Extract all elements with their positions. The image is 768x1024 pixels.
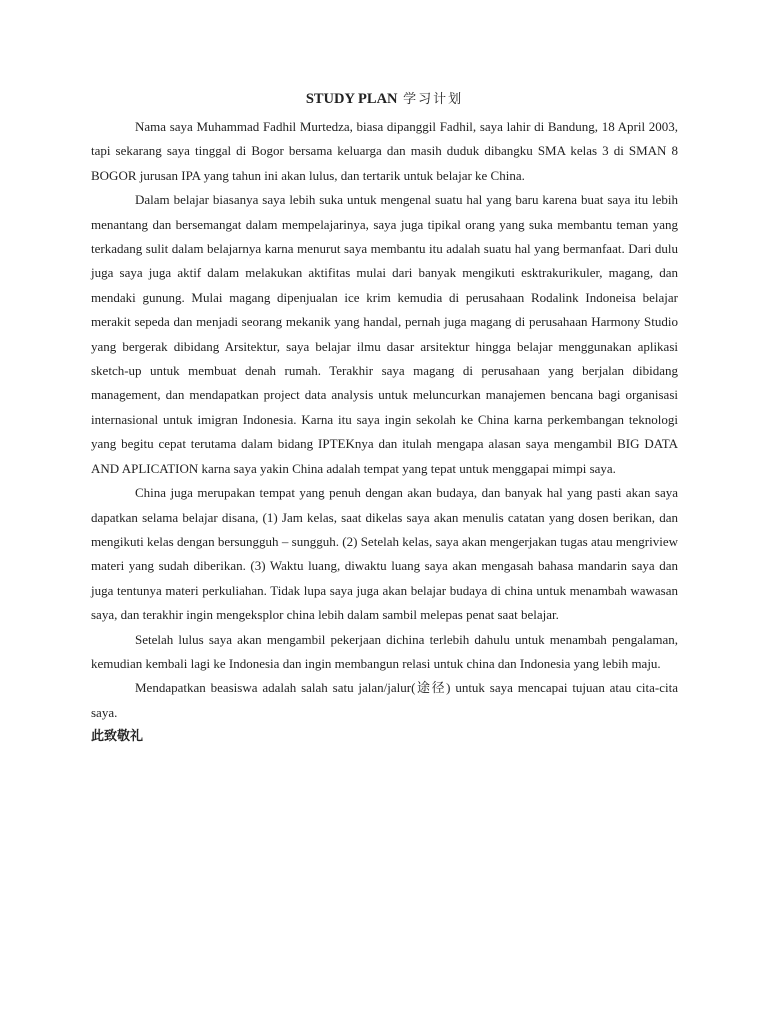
paragraph-introduction: Nama saya Muhammad Fadhil Murtedza, biasa dipanggil Fadhil, saya lahir di Bandung, 18 April 2003, tapi sekarang saya tinggal di Bogor bersama keluarga dan masih duduk dibangku SMA kelas 3 di SMAN 8 BOGOR jurusan IPA yang tahun ini akan lulus, dan tertarik untuk belajar ke China. [91,119,678,183]
page-title [91,86,678,113]
title-english: STUDY PLAN [305,91,398,107]
title-chinese: 学习计划 [403,92,464,107]
document-body [91,86,678,749]
paragraph-learning-experience: Dalam belajar biasanya saya lebih suka untuk mengenal suatu hal yang baru karena buat saya itu lebih menantang dan bersemangat dalam mempelajarinya, saya juga tipikal orang yang suka membantu teman yang terkadang sulit dalam belajarnya karna menurut saya membantu itu adalah suatu hal yang bermanfaat. Dari dulu juga saya juga aktif dalam melakukan aktifitas mulai dari banyak mengikuti esktrakurikuler, magang, dan mendaki gunung. Mulai magang dipenjualan ice krim kemudia di perusahaan Rodalink Indoneisa belajar merakit sepeda dan menjadi seorang mekanik yang handal, pernah juga magang di perusahaan Harmony Studio yang bergerak dibidang Arsitektur, saya belajar ilmu dasar arsitektur hingga belajar menggunakan aplikasi sketch-up untuk membuat denah rumah. Terakhir saya magang di perusahaan yang berjalan dibidang management, dan mendapatkan project data analysis untuk meluncurkan manajemen bencana bagi organisasi internasional untuk imigran Indonesia. Karna itu saya ingin sekolah ke China karna perkembangan teknologi yang begitu cepat terutama dalam bidang IPTEKnya dan itulah mengapa alasan saya mengambil BIG DATA AND APLICATION karna saya yakin China adalah tempat yang tepat untuk menggapai mimpi saya. [91,192,678,476]
paragraph-scholarship: Mendapatkan beasiswa adalah salah satu jalan/jalur(途径) untuk saya mencapai tujuan atau cita-cita saya. [91,680,678,720]
paragraph-study-in-china: China juga merupakan tempat yang penuh dengan akan budaya, dan banyak hal yang pasti akan saya dapatkan selama belajar disana, (1) Jam kelas, saat dikelas saya akan menulis catatan yang dosen berikan, dan mengikuti kelas dengan bersungguh – sungguh. (2) Setelah kelas, saya akan mengerjakan tugas atau mengriview materi yang sudah diberikan. (3) Waktu luang, diwaktu luang saya akan mengasah bahasa mandarin saya dan juga tentunya materi perkuliahan. Tidak lupa saya juga akan belajar budaya di china untuk menambah wawasan saya, dan terakhir ingin mengeksplor china lebih dalam sambil melepas penat saat belajar. [91,485,678,623]
paragraph-after-graduation: Setelah lulus saya akan mengambil pekerjaan dichina terlebih dahulu untuk menambah pengalaman, kemudian kembali lagi ke Indonesia dan ingin membangun relasi untuk china dan Indonesia yang lebih maju. [91,631,678,671]
closing-salutation: 此致敬礼 [91,729,144,745]
